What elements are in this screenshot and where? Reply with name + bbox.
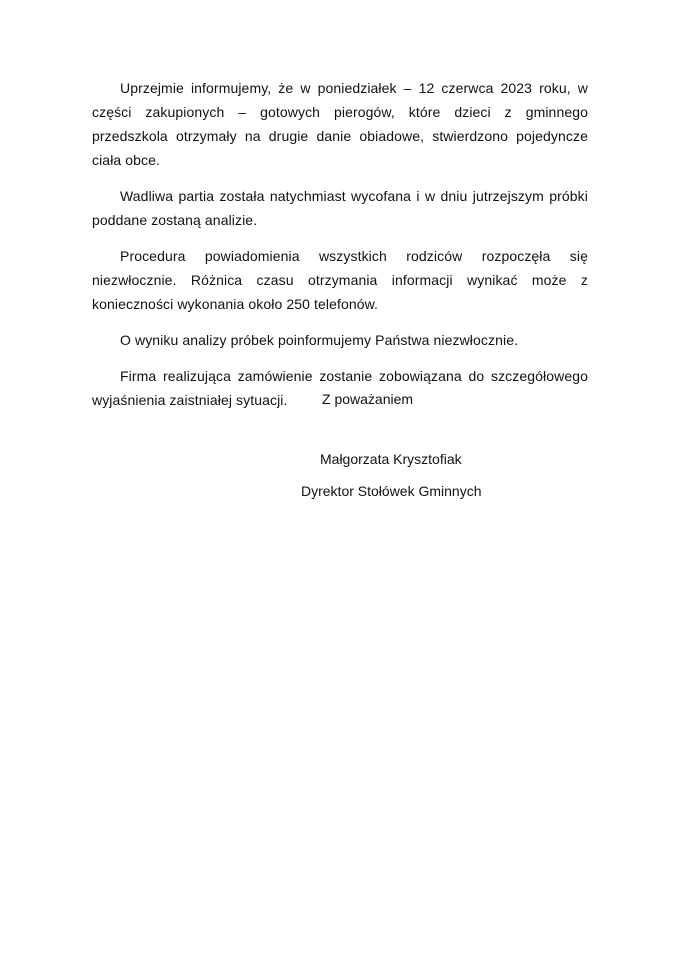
paragraph-parent-notification: Procedura powiadomienia wszystkich rodziców rozpoczęła się niezwłocznie. Różnica czasu otrzymania informacji wynikać może z konieczności wykonania około 250 telefonów.: [92, 248, 588, 312]
letter-body: [92, 76, 588, 424]
signer-title: Dyrektor Stołówek Gminnych: [301, 483, 482, 499]
closing-salutation: Z poważaniem: [322, 391, 414, 407]
signer-name: Małgorzata Krysztofiak: [320, 451, 462, 467]
paragraph-batch-withdrawn: Wadliwa partia została natychmiast wycofana i w dniu jutrzejszym próbki poddane zostaną analizie.: [92, 188, 588, 228]
paragraph-incident: Uprzejmie informujemy, że w poniedziałek – 12 czerwca 2023 roku, w części zakupionych – gotowych pierogów, które dzieci z gminnego przedszkola otrzymały na drugie danie obiadowe, stwierdzono pojedyncze ciała obce.: [92, 80, 588, 168]
paragraph-analysis-results: O wyniku analizy próbek poinformujemy Państwa niezwłocznie.: [120, 332, 519, 348]
paragraph-supplier-explanation: Firma realizująca zamówienie zostanie zobowiązana do szczegółowego wyjaśnienia zaistniałej sytuacji.: [92, 368, 588, 408]
